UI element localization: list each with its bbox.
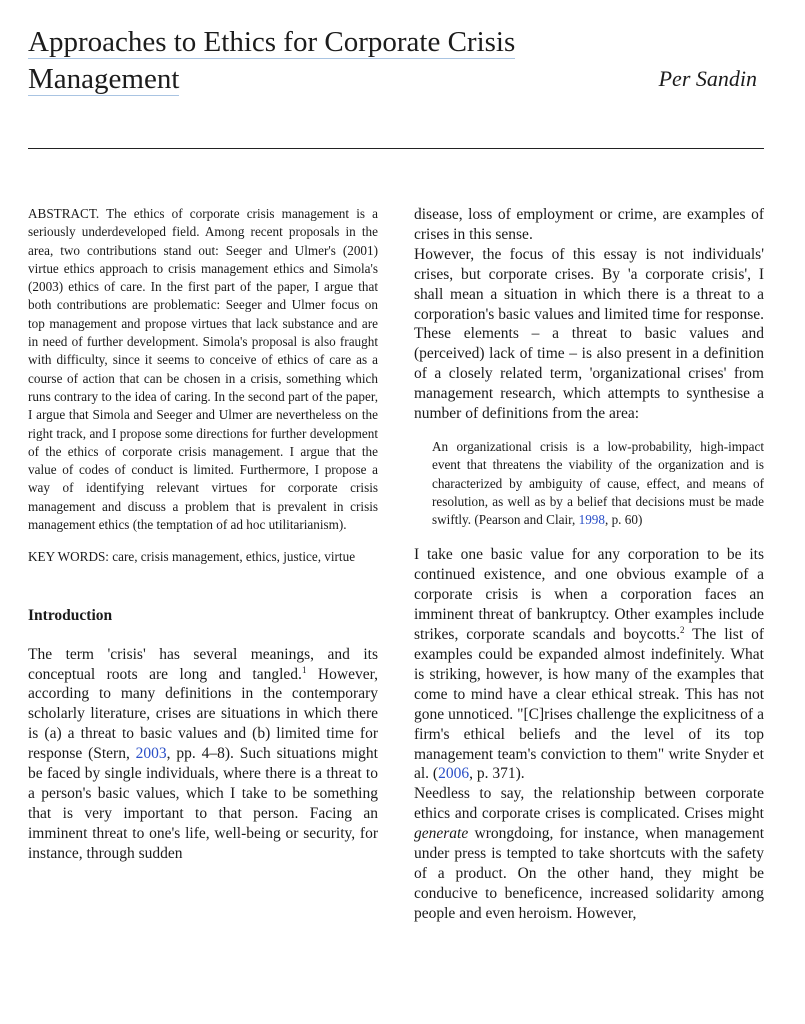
p4-text-1: Needless to say, the relationship between corporate ethics and corporate crises is complicated. Crises might — [414, 785, 764, 823]
citation-link-pearson-1998[interactable]: 1998 — [578, 512, 605, 528]
p4-text-2: wrongdoing, for instance, when management under press is tempted to take shortcuts with the safety of a product. On the other hand, they might be conducive to beneficence, increased solidarity among people and even heroism. However, — [414, 825, 764, 922]
left-column — [28, 205, 378, 864]
footnote-ref-1[interactable]: 1 — [301, 664, 307, 675]
abstract — [28, 205, 378, 534]
paper-title-line2: Management — [28, 63, 180, 95]
paragraph — [414, 784, 764, 923]
keywords-text: care, crisis management, ethics, justice, virtue — [112, 549, 356, 565]
section-heading-introduction: Introduction — [28, 606, 113, 624]
author-name: Per Sandin — [658, 66, 757, 91]
citation-link-snyder-2006[interactable]: 2006 — [438, 765, 470, 783]
abstract-text-1: The ethics of corporate crisis management is a seriously underdeveloped field. Among recent proposals in the area, two contributions stand out: Seeger and Ulmer's (2001) virtue ethics approach to crisis management ethics and Simola's (2003) ethics of care. In the first part of the paper, I argue that both contributions are problematic: Seeger and Ulmer focus on top management and propose virtues that lack substance and are in need of further development. Simola's proposal is also fraught with difficulty, since it seems to conceive of ethics of care as a course of action that can be chosen in a crisis, something which runs contrary to the idea of caring. In the second part of the paper, I argue that Simola and Seeger and Ulmer are nevertheless on the — [28, 206, 378, 423]
quote-text-2: , p. 60) — [604, 512, 643, 528]
keywords-label: KEY WORDS: — [28, 549, 109, 565]
paper-title-line1: Approaches to Ethics for Corporate Crisis — [28, 26, 516, 58]
footnote-ref-2[interactable]: 2 — [679, 624, 685, 635]
paragraph: However, the focus of this essay is not individuals' crises, but corporate crises. By 'a corporate crisis', I shall mean a situation in which there is a threat to a corporation's basic values and limited time for response. These elements – a threat to basic values and (perceived) lack of time – is also present in a definition of a closely related term, 'organizational crises' from management research, which attempts to synthesise a number of definitions from the area: — [414, 245, 764, 423]
header-divider — [28, 148, 764, 149]
p3-text-2: The list of examples could be expanded almost indefinitely. What is striking, however, is how many of the examples that come to mind have a clear ethical streak. This has not gone unnoticed. "[C]rises challenge the explicitness of a firm's ethical beliefs and the level of its top management team's conviction to them" write Snyder et al. ( — [414, 626, 765, 783]
emphasis-generate: generate — [414, 825, 469, 843]
abstract-text-2: right track, and I propose some directions for further development of the ethics of corporate crisis management. I argue that the value of codes of conduct is limited. Furthermore, I propose a way of identifying relevant virtues for corporate crisis management and discuss a problem that is prevalent in crisis management ethics (the temptation of ad hoc utilitarianism). — [28, 425, 378, 533]
paragraph: disease, loss of employment or crime, are examples of crises in this sense. — [414, 206, 764, 243]
block-quote — [432, 438, 764, 529]
paragraph — [414, 545, 764, 784]
introduction-paragraph — [28, 645, 378, 864]
right-column — [414, 205, 764, 924]
citation-link-stern-2003[interactable]: 2003 — [135, 745, 167, 763]
intro-text-3: , pp. 4–8). Such situations might be faced by single individuals, where there is a threat to a person's basic values, which I take to be something that is very important to that person. Facing an imminent threat to one's life, well-being or security, for instance, through sudden — [28, 745, 378, 862]
p3-text-3: , p. 371). — [469, 765, 525, 783]
quote-text-1: An organizational crisis is a low-probability, high-impact event that threatens the viability of the organization and is characterized by ambiguity of cause, effect, and means of resolution, as well as by a belief that decisions must be made swiftly. (Pearson and Clair, — [432, 438, 764, 528]
paper-title — [28, 24, 588, 98]
keywords — [28, 548, 378, 566]
intro-text-1: The term 'crisis' has several meanings, and its conceptual roots are long and tangled. — [28, 645, 378, 683]
intro-text-2: However, according to many definitions in the contemporary scholarly literature, crises are situations in which there is (a) a threat to basic values and (b) limited time for response (Stern, — [28, 665, 378, 763]
abstract-label: ABSTRACT. — [28, 206, 100, 221]
p3-text-1: I take one basic value for any corporation to be its continued existence, and one obvious example of a corporate crisis is when a corporation faces an imminent threat of bankruptcy. Other examples include strikes, corporate scandals and boycotts. — [414, 546, 764, 644]
